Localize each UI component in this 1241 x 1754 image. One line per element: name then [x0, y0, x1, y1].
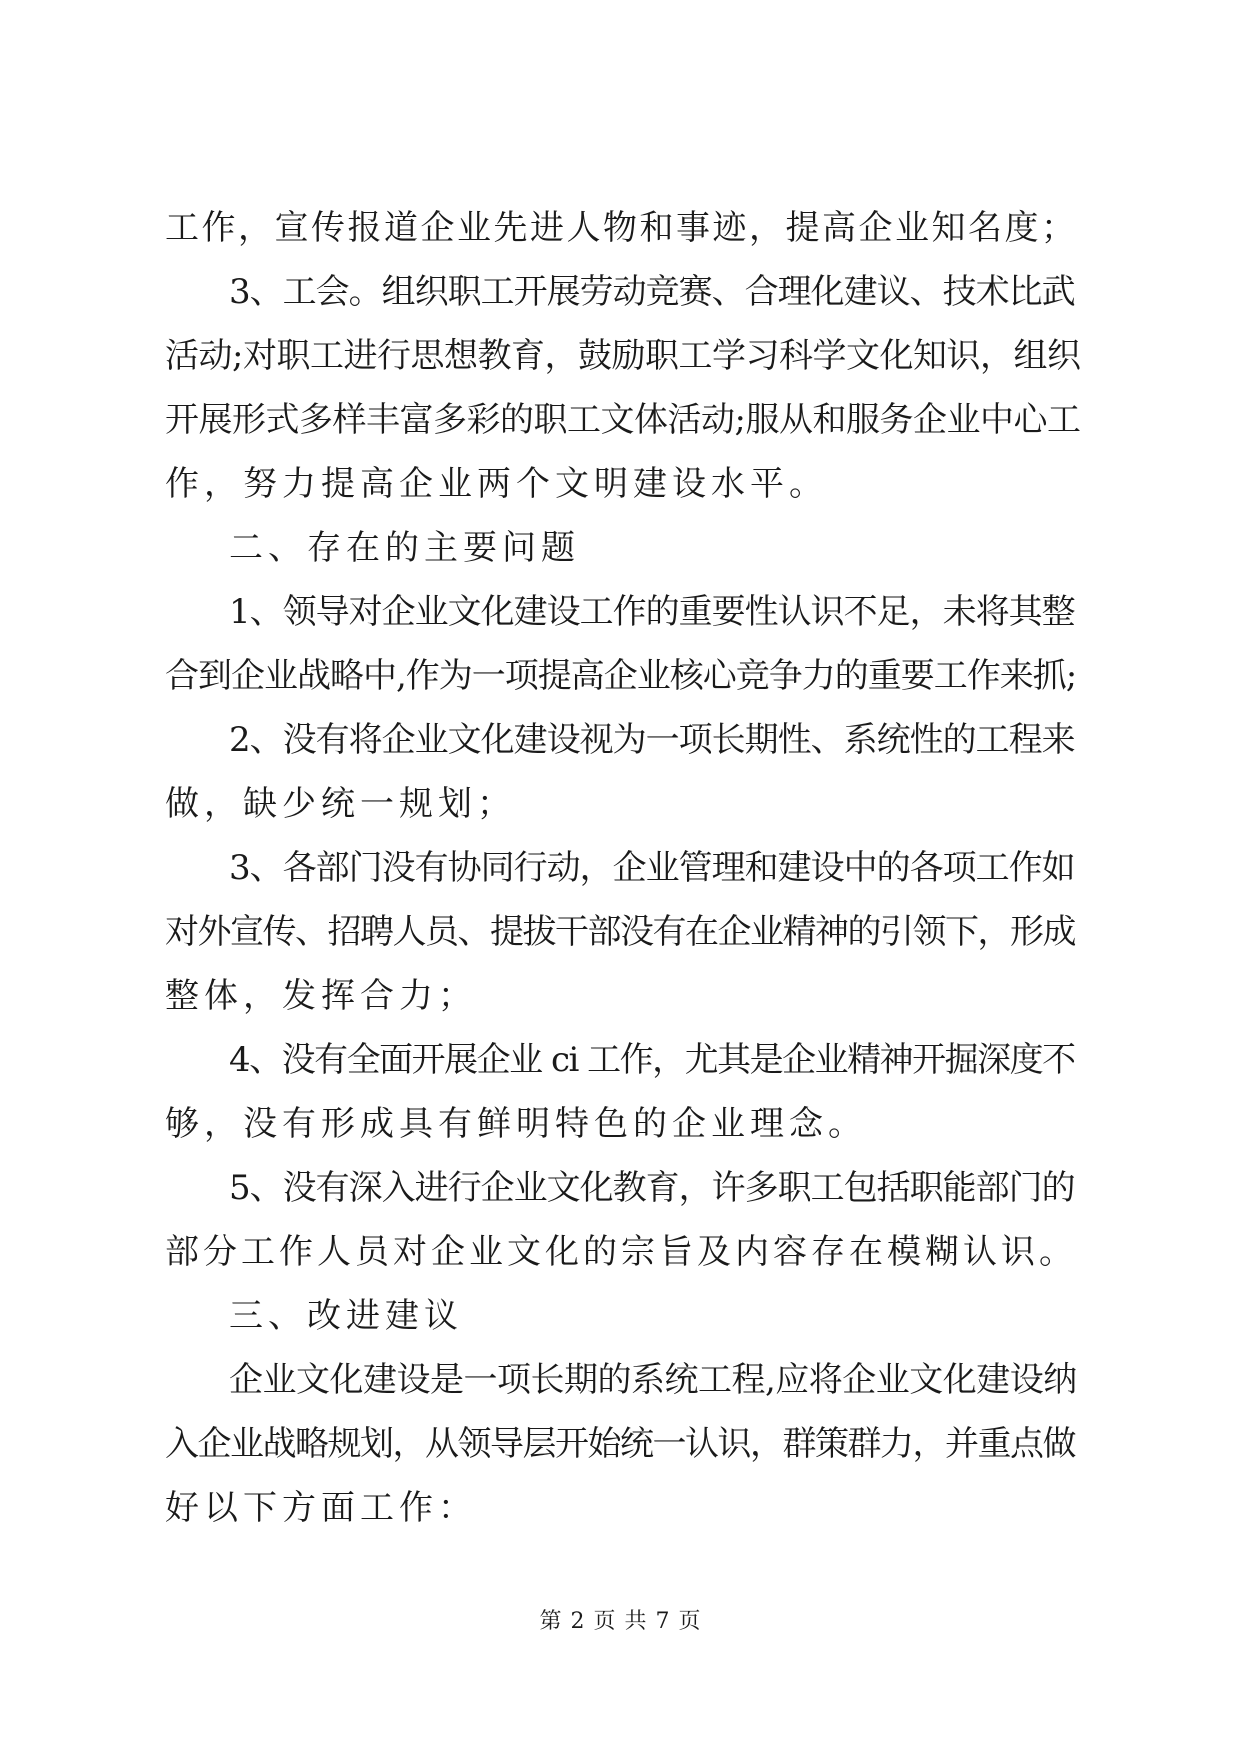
text-line: 3、各部门没有协同行动，企业管理和建设中的各项工作如 — [229, 848, 1075, 888]
text-line: 4、没有全面开展企业 ci 工作，尤其是企业精神开掘深度不 — [229, 1040, 1075, 1080]
text-line: 整体，发挥合力； — [165, 976, 477, 1016]
page-number-footer: 第 2 页 共 7 页 — [539, 1609, 702, 1634]
text-line: 2、没有将企业文化建设视为一项长期性、系统性的工程来 — [229, 720, 1075, 760]
text-line: 工作，宣传报道企业先进人物和事迹，提高企业知名度； — [165, 208, 1078, 248]
text-line: 合到企业战略中,作为一项提高企业核心竞争力的重要工作来抓; — [165, 656, 1077, 696]
text-line: 对外宣传、招聘人员、提拔干部没有在企业精神的引领下，形成 — [165, 912, 1075, 952]
text-line: 开展形式多样丰富多彩的职工文体活动;服从和服务企业中心工 — [165, 400, 1081, 440]
text-line: 1、领导对企业文化建设工作的重要性认识不足，未将其整 — [229, 592, 1075, 632]
text-line: 部分工作人员对企业文化的宗旨及内容存在模糊认识。 — [165, 1232, 1077, 1272]
text-line: 入企业战略规划，从领导层开始统一认识，群策群力，并重点做 — [165, 1424, 1075, 1464]
text-line: 三、改进建议 — [229, 1296, 463, 1336]
text-line: 二、存在的主要问题 — [229, 528, 580, 568]
text-line: 企业文化建设是一项长期的系统工程,应将企业文化建设纳 — [229, 1360, 1077, 1400]
text-line: 5、没有深入进行企业文化教育，许多职工包括职能部门的 — [229, 1168, 1075, 1208]
text-line: 够，没有形成具有鲜明特色的企业理念。 — [165, 1104, 867, 1144]
text-line: 做，缺少统一规划； — [165, 784, 516, 824]
text-line: 3、工会。组织职工开展劳动竞赛、合理化建议、技术比武 — [229, 272, 1075, 312]
text-line: 作，努力提高企业两个文明建设水平。 — [165, 464, 828, 504]
text-line: 好以下方面工作： — [165, 1488, 477, 1528]
text-line: 活动;对职工进行思想教育，鼓励职工学习科学文化知识，组织 — [165, 336, 1081, 376]
document-body — [165, 196, 1085, 1540]
